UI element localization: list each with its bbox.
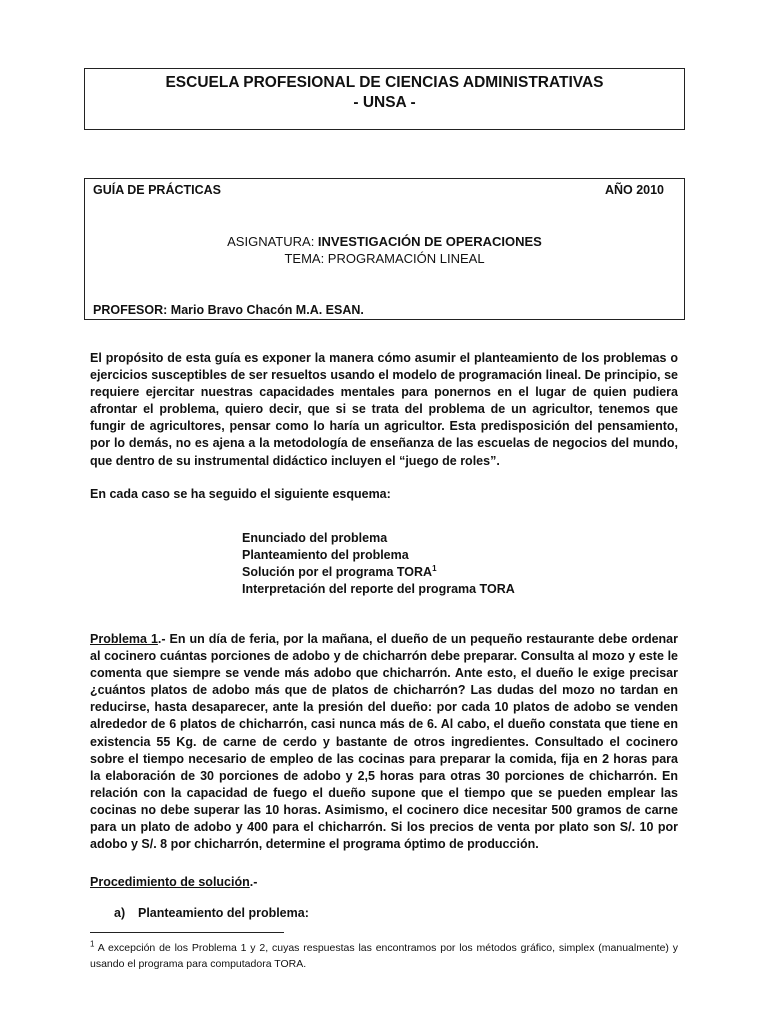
subject-line [85,234,684,249]
problem-separator: .- [157,632,166,646]
problem-text: En un día de feria, por la mañana, el dueño de un pequeño restaurante debe ordenar al cocinero cuántas porciones de adobo y de chicharrón debe preparar. Consulta al mozo y este le comenta que siempre se vende más adobo que chicharrón. Ante esto, el dueño le exige precisar ¿cuántos platos de adobo más que de platos de chicharrón? Las dudas del mozo no tardan en reducirse, hasta desaparecer, ante la presión del dueño: por cada 10 platos de adobo se venden alrededor de 6 platos de chicharrón, casi nunca más de 6. Al cabo, el dueño constata que tiene en existencia 55 Kg. de carne de cerdo y bastante de otros ingredientes. Consultado el cocinero sobre el tiempo necesario de empleo de las cocinas para preparar la comida, fija en 2 horas para la elaboración de 30 porciones de adobo y 2,5 horas para otras 30 porciones de chicharrón. En relación con la capacidad de fuego el dueño supone que el tiempo que se pueden emplear las cocinas no debe superar las 10 horas. Asimismo, el cocinero dice necesitar 500 gramos de carne para un plato de adobo y 400 para el chicharrón. Si los precios de venta por plato son S/. 10 por adobo y S/. 8 por chicharrón, determine el programa óptimo de producción. [90,632,678,852]
guide-title: GUÍA DE PRÁCTICAS [93,183,222,197]
institution-header-box [84,68,685,130]
problem-paragraph [90,631,678,853]
step-letter: a) [114,906,126,920]
guide-year: AÑO 2010 [604,183,664,197]
list-item-text: Solución por el programa TORA [242,565,433,580]
professor-line: PROFESOR: Mario Bravo Chacón M.A. ESAN. [93,303,364,317]
guide-info-box [84,178,685,320]
footnote-text: A excepción de los Problema 1 y 2, cuyas respuestas las encontramos por los métodos gráfico, simplex (manualmente) y usando el programa para computadora TORA. [90,942,678,970]
subject-value: INVESTIGACIÓN DE OPERACIONES [317,234,542,249]
procedure-title: Procedimiento de solución [90,875,250,889]
step-text: Planteamiento del problema: [138,906,309,920]
footnote-marker: 1 [90,939,95,949]
intro-paragraph: El propósito de esta guía es exponer la manera cómo asumir el planteamiento de los problemas o ejercicios susceptibles de ser resueltos usando el modelo de programación lineal. De principio, se requiere ejercitar nuestras capacidades mentales para ponernos en el lugar de quien pudiera afrontar el problema, quiero decir, que si se trata del problema de un agricultor, tenemos que fungir de agricultores, pensar como lo haría un agricultor. Esta predisposición del pensamiento, por lo demás, no es ajena a la metodología de enseñanza de las escuelas de negocios del mundo, que dentro de su instrumental didáctico incluyen el “juego de roles”. [90,351,678,468]
list-item: Planteamiento del problema [242,548,409,563]
problem-title: Problema 1 [90,632,158,646]
topic-line: TEMA: PROGRAMACIÓN LINEAL [284,251,485,266]
scheme-intro: En cada caso se ha seguido el siguiente esquema: [90,487,391,501]
procedure-separator: .- [249,875,258,889]
footnote-ref[interactable]: 1 [432,564,437,574]
footnote [90,940,678,972]
list-item [242,564,515,581]
procedure-heading [90,874,678,891]
institution-name: ESCUELA PROFESIONAL DE CIENCIAS ADMINISTRATIVAS [165,74,604,91]
institution-abbrev: - UNSA - [353,94,416,111]
list-item: Interpretación del reporte del programa TORA [242,582,515,597]
scheme-list [242,530,515,598]
footnote-divider [90,932,284,933]
step-a [114,906,309,920]
list-item: Enunciado del problema [242,531,388,545]
subject-label: ASIGNATURA: [227,234,318,249]
